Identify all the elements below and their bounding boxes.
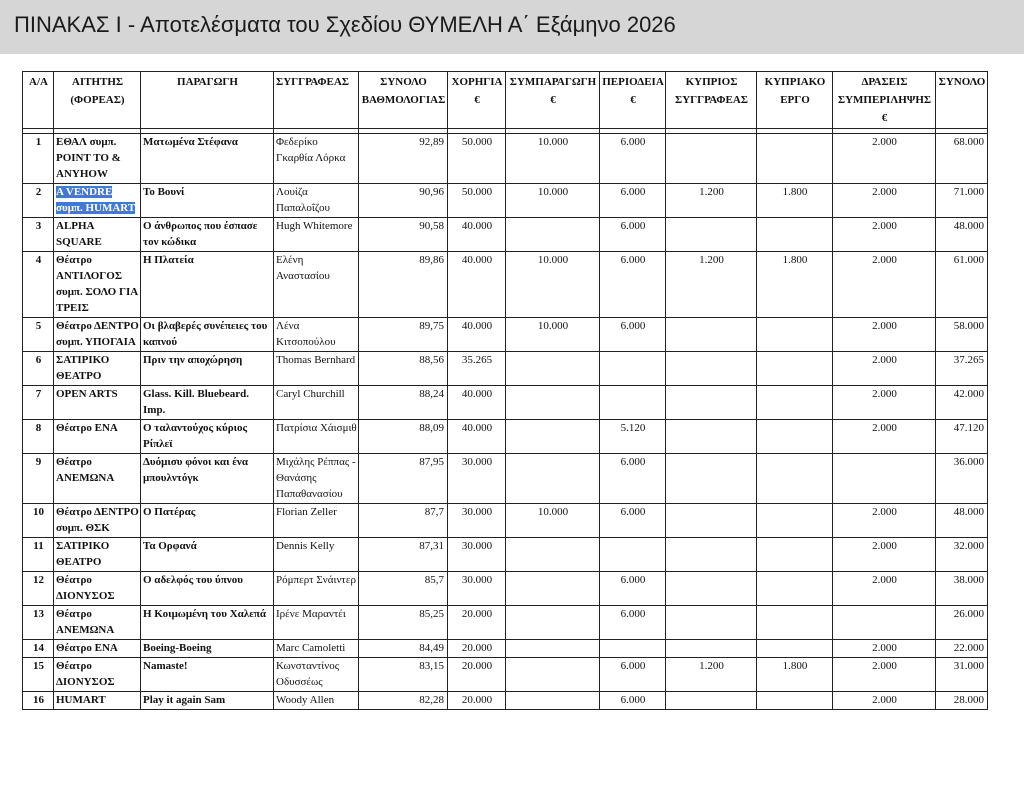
cell-applicant: OPEN ARTS	[54, 386, 141, 420]
header-cy-work: ΚΥΠΡΙΑΚΟ ΕΡΓΟ	[757, 72, 833, 129]
results-table-body	[23, 134, 988, 710]
table-row	[23, 658, 988, 692]
cell-score: 85,7	[359, 572, 448, 606]
cell-sponsorship: 50.000	[448, 184, 506, 218]
cell-sponsorship: 35.265	[448, 352, 506, 386]
cell-cy-work	[757, 572, 833, 606]
cell-tour: 6.000	[600, 134, 666, 184]
cell-total: 26.000	[936, 606, 988, 640]
cell-writer: Ιρένε Μαραντέι	[274, 606, 359, 640]
cell-coproduction	[506, 218, 600, 252]
cell-inclusion	[833, 606, 936, 640]
cell-score: 85,25	[359, 606, 448, 640]
cell-coproduction: 10.000	[506, 184, 600, 218]
cell-coproduction: 10.000	[506, 252, 600, 318]
page-title: ΠΙΝΑΚΑΣ Ι - Αποτελέσματα του Σχεδίου ΘΥΜΕΛΗ Α΄ Εξάμηνο 2026	[14, 12, 676, 37]
cell-score: 84,49	[359, 640, 448, 658]
cell-aa: 12	[23, 572, 54, 606]
header-cy-writer: ΚΥΠΡΙΟΣ ΣΥΓΓΡΑΦΕΑΣ	[666, 72, 757, 129]
cell-cy-work	[757, 218, 833, 252]
cell-coproduction	[506, 538, 600, 572]
cell-cy-writer	[666, 352, 757, 386]
cell-cy-work	[757, 640, 833, 658]
cell-total: 38.000	[936, 572, 988, 606]
cell-inclusion: 2.000	[833, 218, 936, 252]
cell-coproduction	[506, 606, 600, 640]
cell-tour: 6.000	[600, 218, 666, 252]
cell-aa: 3	[23, 218, 54, 252]
cell-coproduction: 10.000	[506, 504, 600, 538]
cell-coproduction	[506, 640, 600, 658]
cell-aa: 16	[23, 692, 54, 710]
cell-sponsorship: 40.000	[448, 218, 506, 252]
cell-aa: 7	[23, 386, 54, 420]
table-row	[23, 692, 988, 710]
cell-aa: 2	[23, 184, 54, 218]
cell-cy-writer	[666, 318, 757, 352]
table-row	[23, 420, 988, 454]
cell-cy-writer	[666, 538, 757, 572]
cell-aa: 10	[23, 504, 54, 538]
cell-applicant: Θέατρο ΑΝΕΜΩΝΑ	[54, 454, 141, 504]
cell-coproduction	[506, 658, 600, 692]
cell-production: Boeing-Boeing	[141, 640, 274, 658]
cell-production: Ο άνθρωπος που έσπασε τον κώδικα	[141, 218, 274, 252]
table-row	[23, 572, 988, 606]
cell-score: 92,89	[359, 134, 448, 184]
header-tour: ΠΕΡΙΟΔΕΙΑ €	[600, 72, 666, 129]
header-row	[23, 72, 988, 129]
cell-score: 89,86	[359, 252, 448, 318]
cell-score: 87,7	[359, 504, 448, 538]
cell-cy-writer: 1.200	[666, 658, 757, 692]
cell-tour	[600, 538, 666, 572]
cell-production: Ο αδελφός του ύπνου	[141, 572, 274, 606]
header-aa: Α/Α	[23, 72, 54, 129]
header-sponsorship: ΧΟΡΗΓΙΑ €	[448, 72, 506, 129]
cell-cy-writer	[666, 504, 757, 538]
cell-tour: 6.000	[600, 318, 666, 352]
cell-production: Η Πλατεία	[141, 252, 274, 318]
cell-coproduction	[506, 692, 600, 710]
cell-coproduction: 10.000	[506, 134, 600, 184]
cell-tour: 6.000	[600, 606, 666, 640]
cell-cy-writer	[666, 692, 757, 710]
cell-cy-work	[757, 538, 833, 572]
cell-sponsorship: 30.000	[448, 572, 506, 606]
cell-production: Ο ταλαντούχος κύριος Ρίπλεϊ	[141, 420, 274, 454]
cell-total: 48.000	[936, 218, 988, 252]
table-row	[23, 538, 988, 572]
cell-coproduction	[506, 572, 600, 606]
cell-writer: Thomas Bernhard	[274, 352, 359, 386]
cell-production: Η Κοιμωμένη του Χαλεπά	[141, 606, 274, 640]
cell-coproduction	[506, 454, 600, 504]
cell-production: Ματωμένα Στέφανα	[141, 134, 274, 184]
cell-tour: 6.000	[600, 184, 666, 218]
cell-tour: 6.000	[600, 252, 666, 318]
cell-aa: 13	[23, 606, 54, 640]
cell-cy-writer: 1.200	[666, 252, 757, 318]
header-inclusion: ΔΡΑΣΕΙΣ ΣΥΜΠΕΡΙΛΗΨΗΣ €	[833, 72, 936, 129]
table-row	[23, 318, 988, 352]
header-total: ΣΥΝΟΛΟ	[936, 72, 988, 129]
table-row	[23, 252, 988, 318]
cell-tour: 6.000	[600, 658, 666, 692]
cell-applicant: ΕΘΑΛ συμπ. POINT TO & ANYHOW	[54, 134, 141, 184]
cell-cy-writer: 1.200	[666, 184, 757, 218]
table-row	[23, 386, 988, 420]
table-row	[23, 184, 988, 218]
cell-score: 90,58	[359, 218, 448, 252]
cell-sponsorship: 30.000	[448, 454, 506, 504]
cell-writer: Κωνσταντίνος Οδυσσέως	[274, 658, 359, 692]
cell-cy-writer	[666, 606, 757, 640]
cell-cy-work	[757, 318, 833, 352]
cell-tour: 6.000	[600, 572, 666, 606]
table-row	[23, 352, 988, 386]
cell-sponsorship: 20.000	[448, 692, 506, 710]
cell-sponsorship: 40.000	[448, 386, 506, 420]
cell-cy-work: 1.800	[757, 658, 833, 692]
cell-total: 32.000	[936, 538, 988, 572]
cell-production: Glass. Kill. Bluebeard. Imp.	[141, 386, 274, 420]
cell-tour: 6.000	[600, 504, 666, 538]
cell-aa: 8	[23, 420, 54, 454]
cell-applicant: Θέατρο ΔΙΟΝΥΣΟΣ	[54, 572, 141, 606]
cell-writer: Μιχάλης Ρέππας - Θανάσης Παπαθανασίου	[274, 454, 359, 504]
cell-applicant: ALPHA SQUARE	[54, 218, 141, 252]
cell-cy-writer	[666, 386, 757, 420]
cell-applicant: ΣΑΤΙΡΙΚΟ ΘΕΑΤΡΟ	[54, 352, 141, 386]
cell-inclusion: 2.000	[833, 538, 936, 572]
cell-production: Δυόμισυ φόνοι και ένα μπουλντόγκ	[141, 454, 274, 504]
cell-writer: Ελένη Αναστασίου	[274, 252, 359, 318]
cell-coproduction	[506, 352, 600, 386]
cell-coproduction: 10.000	[506, 318, 600, 352]
cell-production: Ο Πατέρας	[141, 504, 274, 538]
cell-cy-work	[757, 454, 833, 504]
cell-cy-work: 1.800	[757, 252, 833, 318]
cell-production: Οι βλαβερές συνέπειες του καπνού	[141, 318, 274, 352]
cell-total: 36.000	[936, 454, 988, 504]
cell-writer: Hugh Whitemore	[274, 218, 359, 252]
cell-applicant: HUMART	[54, 692, 141, 710]
cell-cy-writer	[666, 134, 757, 184]
cell-inclusion: 2.000	[833, 504, 936, 538]
cell-total: 28.000	[936, 692, 988, 710]
cell-cy-work: 1.800	[757, 184, 833, 218]
cell-inclusion: 2.000	[833, 692, 936, 710]
cell-cy-work	[757, 504, 833, 538]
cell-total: 37.265	[936, 352, 988, 386]
cell-tour	[600, 640, 666, 658]
cell-inclusion: 2.000	[833, 252, 936, 318]
cell-inclusion: 2.000	[833, 318, 936, 352]
cell-applicant: Θέατρο ΔΙΟΝΥΣΟΣ	[54, 658, 141, 692]
cell-score: 87,95	[359, 454, 448, 504]
results-table-container	[22, 71, 987, 710]
cell-total: 31.000	[936, 658, 988, 692]
cell-cy-work	[757, 606, 833, 640]
cell-applicant: ΣΑΤΙΡΙΚΟ ΘΕΑΤΡΟ	[54, 538, 141, 572]
cell-tour: 6.000	[600, 692, 666, 710]
cell-applicant: Θέατρο ΔΕΝΤΡΟ συμπ. ΥΠΟΓΑΙΑ	[54, 318, 141, 352]
cell-sponsorship: 40.000	[448, 318, 506, 352]
cell-score: 83,15	[359, 658, 448, 692]
cell-inclusion: 2.000	[833, 352, 936, 386]
header-production: ΠΑΡΑΓΩΓΗ	[141, 72, 274, 129]
cell-applicant: Θέατρο ΑΝΤΙΛΟΓΟΣ συμπ. ΣΟΛΟ ΓΙΑ ΤΡΕΙΣ	[54, 252, 141, 318]
cell-inclusion: 2.000	[833, 640, 936, 658]
cell-inclusion: 2.000	[833, 658, 936, 692]
cell-coproduction	[506, 386, 600, 420]
cell-aa: 1	[23, 134, 54, 184]
header-applicant: ΑΙΤΗΤΗΣ (ΦΟΡΕΑΣ)	[54, 72, 141, 129]
cell-total: 22.000	[936, 640, 988, 658]
cell-score: 82,28	[359, 692, 448, 710]
cell-sponsorship: 40.000	[448, 420, 506, 454]
cell-total: 61.000	[936, 252, 988, 318]
cell-applicant: Θέατρο ΔΕΝΤΡΟ συμπ. ΘΣΚ	[54, 504, 141, 538]
cell-total: 42.000	[936, 386, 988, 420]
cell-cy-work	[757, 352, 833, 386]
cell-aa: 14	[23, 640, 54, 658]
cell-cy-writer	[666, 218, 757, 252]
cell-aa: 6	[23, 352, 54, 386]
cell-production: Play it again Sam	[141, 692, 274, 710]
cell-tour	[600, 352, 666, 386]
cell-production: Namaste!	[141, 658, 274, 692]
cell-applicant: Θέατρο ΕΝΑ	[54, 420, 141, 454]
cell-inclusion: 2.000	[833, 572, 936, 606]
cell-writer: Λουίζα Παπαλοΐζου	[274, 184, 359, 218]
selected-text[interactable]: A VENDRE συμπ. HUMART	[56, 186, 136, 214]
cell-writer: Florian Zeller	[274, 504, 359, 538]
cell-writer: Dennis Kelly	[274, 538, 359, 572]
cell-sponsorship: 50.000	[448, 134, 506, 184]
cell-score: 87,31	[359, 538, 448, 572]
cell-score: 90,96	[359, 184, 448, 218]
cell-score: 88,56	[359, 352, 448, 386]
cell-tour: 5.120	[600, 420, 666, 454]
table-row	[23, 640, 988, 658]
cell-score: 89,75	[359, 318, 448, 352]
cell-aa: 9	[23, 454, 54, 504]
table-row	[23, 134, 988, 184]
table-row	[23, 504, 988, 538]
cell-writer: Marc Camoletti	[274, 640, 359, 658]
cell-cy-writer	[666, 420, 757, 454]
cell-applicant: Θέατρο ΕΝΑ	[54, 640, 141, 658]
cell-total: 48.000	[936, 504, 988, 538]
title-bar	[0, 0, 1024, 54]
cell-cy-writer	[666, 572, 757, 606]
cell-sponsorship: 30.000	[448, 504, 506, 538]
cell-cy-writer	[666, 640, 757, 658]
cell-cy-work	[757, 692, 833, 710]
cell-inclusion: 2.000	[833, 386, 936, 420]
cell-inclusion: 2.000	[833, 184, 936, 218]
cell-tour: 6.000	[600, 454, 666, 504]
cell-cy-work	[757, 420, 833, 454]
cell-writer: Caryl Churchill	[274, 386, 359, 420]
cell-score: 88,09	[359, 420, 448, 454]
cell-inclusion	[833, 454, 936, 504]
cell-inclusion: 2.000	[833, 134, 936, 184]
cell-writer: Λένα Κιτσοπούλου	[274, 318, 359, 352]
cell-writer: Φεδερίκο Γκαρθία Λόρκα	[274, 134, 359, 184]
table-row	[23, 454, 988, 504]
header-coproduction: ΣΥΜΠΑΡΑΓΩΓΗ €	[506, 72, 600, 129]
cell-sponsorship: 20.000	[448, 658, 506, 692]
table-row	[23, 218, 988, 252]
cell-sponsorship: 20.000	[448, 606, 506, 640]
cell-sponsorship: 20.000	[448, 640, 506, 658]
cell-production: Τα Ορφανά	[141, 538, 274, 572]
table-row	[23, 606, 988, 640]
cell-total: 68.000	[936, 134, 988, 184]
cell-writer: Woody Allen	[274, 692, 359, 710]
cell-aa: 11	[23, 538, 54, 572]
cell-aa: 5	[23, 318, 54, 352]
cell-total: 47.120	[936, 420, 988, 454]
header-writers: ΣΥΓΓΡΑΦΕΑΣ	[274, 72, 359, 129]
cell-cy-work	[757, 386, 833, 420]
cell-production: Το Βουνί	[141, 184, 274, 218]
cell-aa: 15	[23, 658, 54, 692]
cell-coproduction	[506, 420, 600, 454]
cell-applicant	[54, 184, 141, 218]
header-score: ΣΥΝΟΛΟ ΒΑΘΜΟΛΟΓΙΑΣ	[359, 72, 448, 129]
cell-total: 58.000	[936, 318, 988, 352]
cell-cy-writer	[666, 454, 757, 504]
cell-total: 71.000	[936, 184, 988, 218]
cell-writer: Ρόμπερτ Σνάιντερ	[274, 572, 359, 606]
cell-writer: Πατρίσια Χάισμιθ	[274, 420, 359, 454]
cell-applicant: Θέατρο ΑΝΕΜΩΝΑ	[54, 606, 141, 640]
cell-sponsorship: 30.000	[448, 538, 506, 572]
cell-cy-work	[757, 134, 833, 184]
cell-sponsorship: 40.000	[448, 252, 506, 318]
cell-production: Πριν την αποχώρηση	[141, 352, 274, 386]
cell-aa: 4	[23, 252, 54, 318]
cell-tour	[600, 386, 666, 420]
cell-score: 88,24	[359, 386, 448, 420]
results-table	[22, 71, 988, 710]
cell-inclusion: 2.000	[833, 420, 936, 454]
